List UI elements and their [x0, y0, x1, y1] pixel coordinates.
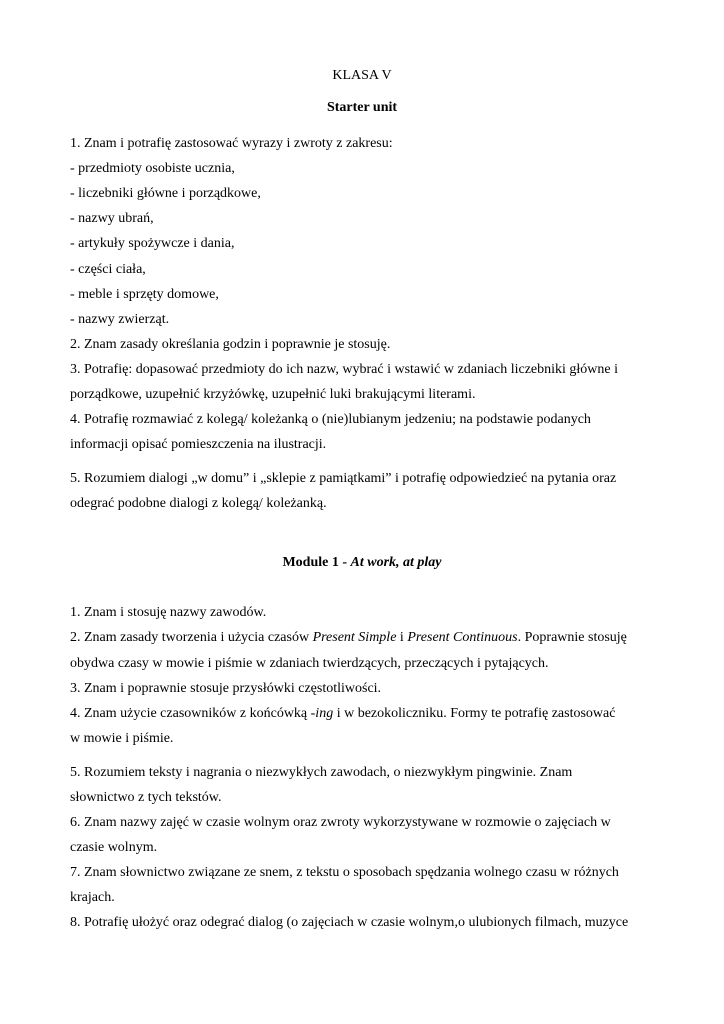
- starter-line-8: - nazwy zwierząt.: [70, 312, 170, 327]
- module-line-5-a: 4. Znam użycie czasowników z końcówką: [70, 706, 311, 721]
- module-line-11: 7. Znam słownictwo związane ze snem, z tekstu o sposobach spędzania wolnego czasu w różnych: [70, 865, 619, 880]
- module-line-3: obydwa czasy w mowie i piśmie w zdaniach twierdzących, przeczących i pytających.: [70, 656, 549, 671]
- module-1-heading-title: At work, at play: [350, 555, 442, 570]
- module-line-2: [70, 629, 627, 647]
- module-line-1: 1. Znam i stosuję nazwy zawodów.: [70, 605, 267, 620]
- module-line-7: 5. Rozumiem teksty i nagrania o niezwykłych zawodach, o niezwykłym pingwinie. Znam: [70, 765, 573, 780]
- ing-suffix-term: -ing: [310, 706, 334, 721]
- starter-line-14: 5. Rozumiem dialogi „w domu” i „sklepie z pamiątkami” i potrafię odpowiedzieć na pytania oraz: [70, 471, 617, 486]
- starter-line-15: odegrać podobne dialogi z kolegą/ koleżanką.: [70, 496, 327, 511]
- module-line-5: [70, 705, 615, 723]
- starter-line-6: - części ciała,: [70, 262, 146, 277]
- module-line-12: krajach.: [70, 890, 115, 905]
- module-line-2-e: . Poprawnie stosuję: [517, 630, 627, 645]
- present-continuous-term: Present Continuous: [407, 630, 518, 645]
- module-line-8: słownictwo z tych tekstów.: [70, 790, 222, 805]
- starter-line-3: - liczebniki główne i porządkowe,: [70, 186, 261, 201]
- module-line-9: 6. Znam nazwy zajęć w czasie wolnym oraz zwroty wykorzystywane w rozmowie o zajęciach w: [70, 815, 611, 830]
- starter-line-11: porządkowe, uzupełnić krzyżówkę, uzupełnić luki brakującymi literami.: [70, 387, 476, 402]
- starter-line-2: - przedmioty osobiste ucznia,: [70, 161, 235, 176]
- module-line-2-c: i: [396, 630, 408, 645]
- module-line-2-a: 2. Znam zasady tworzenia i użycia czasów: [70, 630, 313, 645]
- module-line-10: czasie wolnym.: [70, 840, 158, 855]
- starter-line-13: informacji opisać pomieszczenia na ilustracji.: [70, 437, 327, 452]
- module-1-heading: [0, 554, 724, 572]
- starter-line-1: 1. Znam i potrafię zastosować wyrazy i zwroty z zakresu:: [70, 136, 393, 151]
- module-line-6: w mowie i piśmie.: [70, 731, 174, 746]
- module-line-4: 3. Znam i poprawnie stosuje przysłówki częstotliwości.: [70, 681, 382, 696]
- present-simple-term: Present Simple: [312, 630, 397, 645]
- module-1-heading-prefix: Module 1 -: [282, 555, 351, 570]
- starter-line-4: - nazwy ubrań,: [70, 211, 154, 226]
- module-line-5-c: i w bezokoliczniku. Formy te potrafię zastosować: [333, 706, 616, 721]
- starter-line-5: - artykuły spożywcze i dania,: [70, 236, 235, 251]
- starter-line-10: 3. Potrafię: dopasować przedmioty do ich nazw, wybrać i wstawić w zdaniach liczebniki główne i: [70, 362, 619, 377]
- starter-line-7: - meble i sprzęty domowe,: [70, 287, 219, 302]
- module-line-13: 8. Potrafię ułożyć oraz odegrać dialog (o zajęciach w czasie wolnym,o ulubionych filmach, muzyce: [70, 915, 629, 930]
- starter-line-12: 4. Potrafię rozmawiać z kolegą/ koleżanką o (nie)lubianym jedzeniu; na podstawie podanych: [70, 412, 591, 427]
- class-title: KLASA V: [332, 68, 392, 83]
- starter-unit-heading: Starter unit: [326, 100, 398, 115]
- starter-line-9: 2. Znam zasady określania godzin i poprawnie je stosuję.: [70, 337, 391, 352]
